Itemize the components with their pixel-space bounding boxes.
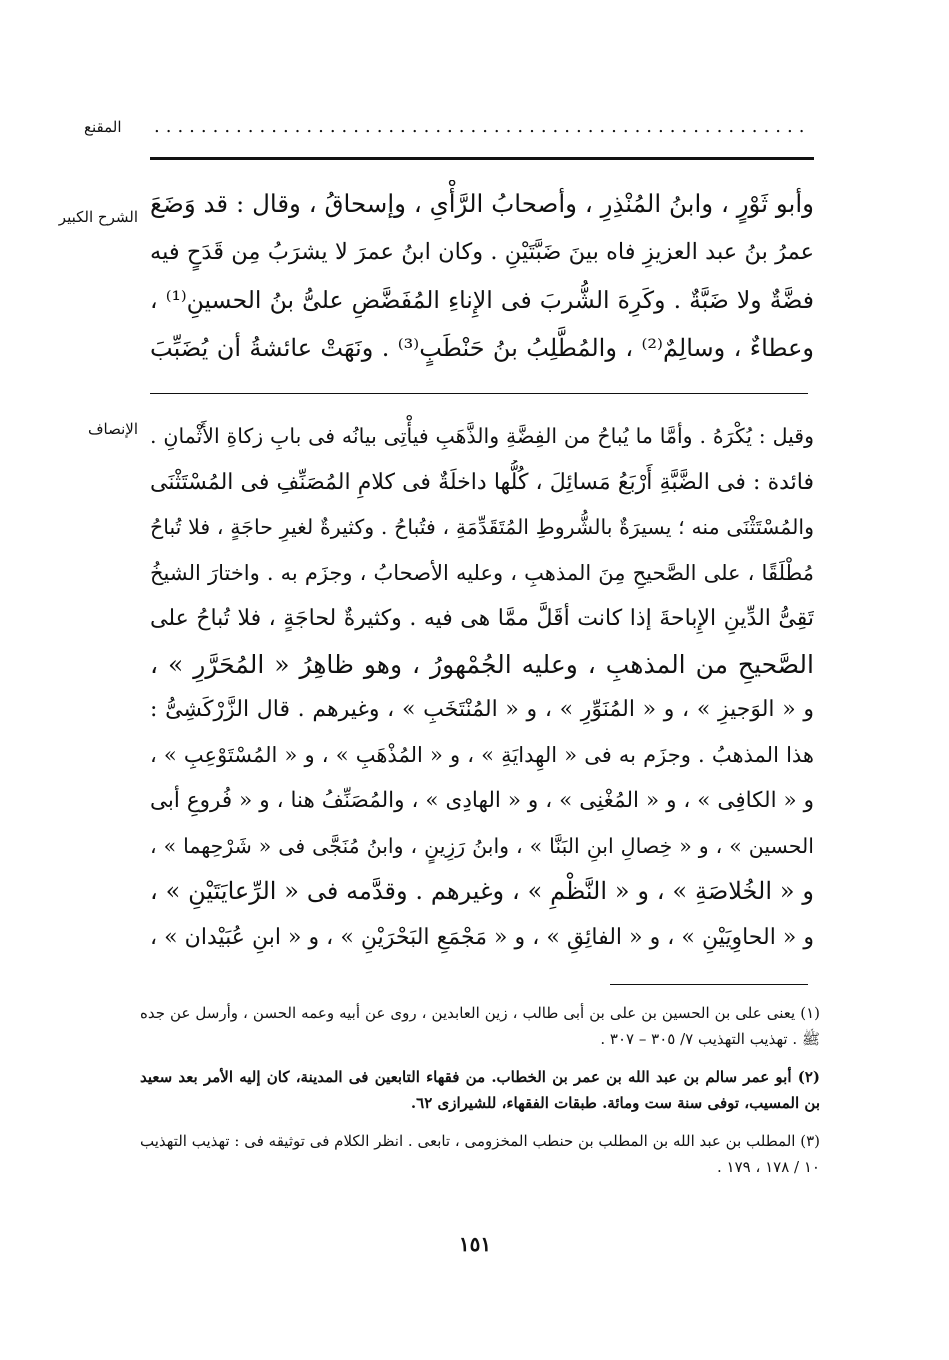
text-line: الحسين » ، و « خِصالِ ابنِ البَنَّا » ، وابنُ رَزِينٍ ، وابنُ مُنَجَّى فى « شَرْحِهما » ،	[150, 833, 814, 858]
text-line: فضَّةٌ ولا ضَبَّةٌ . وكَرِهَ الشُّربَ فى الإِناءِ المُفَضَّضِ علىُّ بنُ الحسينِ⁽¹⁾ ،	[150, 286, 814, 314]
footnote-2: (٢) أبو عمر سالم بن عبد الله بن عمر بن الخطاب. من فقهاء التابعين فى المدينة، كان إليه الأمر بعد سعيد بن المسيب، توفى سنة ست ومائة. طبقات الفقهاء، للشيرازى ٦٢.	[140, 1068, 820, 1112]
text-line: و « الكافِى » ، و « المُغْنِى » ، و « الهادِى » ، والمُصَنِّفُ هنا ، و « فُروعِ أبى	[150, 788, 814, 813]
text-line: وأبو ثَوْرٍ ، وابنُ المُنْذِرِ ، وأصحابُ الرَّأْىِ ، وإسحاقُ ، وقال : قد وَضَعَ	[150, 189, 814, 218]
footnote-3: (٣) المطلب بن عبد الله بن المطلب بن حنطب المخزومى ، تابعى . انظر الكلام فى توثيقه فى : تهذيب التهذيب ١٠ / ١٧٨ ، ١٧٩ .	[140, 1132, 820, 1176]
footnote-rule	[610, 984, 808, 985]
book-title: المقنع	[84, 118, 122, 136]
footnote-1: (١) يعنى على بن الحسين بن على بن أبى طالب ، زين العابدين ، روى عن أبيه وعمه الحسن ، وأرسل عن جده ﷺ . تهذيب التهذيب ٧/ ٣٠٥ – ٣٠٧ .	[140, 1004, 820, 1048]
running-header	[150, 112, 814, 140]
text-line: مُطْلَقًا ، على الصَّحيحِ مِنَ المذهبِ ، وعليه الأصحابُ ، وجزَم به . واختارَ الشيخُ	[150, 560, 814, 585]
margin-label-insaf: الإنصاف	[87, 420, 138, 438]
text-line: هذا المذهبُ . وجزَم به فى « الهِدايَةِ » ، و « المُذْهَبِ » ، و « المُسْتَوْعِبِ » ،	[150, 742, 814, 767]
header-rule	[150, 157, 814, 160]
footnotes	[140, 1000, 820, 1192]
section-divider	[150, 393, 808, 394]
text-line: وعطاءٌ ، وسالِمٌ⁽²⁾ ، والمُطَّلِبُ بنُ حَنْطَبٍ⁽³⁾ . ونَهَتْ عائشةُ أن يُضَبِّبَ	[150, 334, 814, 362]
text-line: عمرُ بنُ عبد العزيزِ فاه بينَ ضَبَّتَيْنِ . وكان ابنُ عمرَ لا يشرَبُ مِن قَدَحٍ فيه	[150, 239, 814, 265]
text-line: و « الوَجيزِ » ، و « المُنَوِّرِ » ، و « المُنْتَخَبِ » ، وغيرهم . قال الزَّرْكَشِىُّ :	[150, 697, 814, 722]
text-line: تَقِىُّ الدِّينِ الإِباحةَ إذا كانت أقَلَّ ممَّا هى فيه . وكثيرةٌ لحاجَةٍ ، فلا تُباحُ على	[150, 606, 814, 631]
text-line: وقيل : يُكْرَهُ . وأمَّا ما يُباحُ من الفِضَّةِ والذَّهَبِ فيأْتِى بيانُه فى بابِ زكاةِ الأَثْمانِ .	[150, 424, 814, 448]
margin-label-commentary: الشرح الكبير	[58, 208, 138, 226]
text-line: و « الخُلاصَةِ » ، و « النَّظْمِ » ، وغيرهم . وقدَّمه فى « الرِّعايَتَيْنِ » ،	[150, 877, 814, 905]
text-line: والمُسْتَثْنَى منه ؛ يسيرَةٌ بالشُّروطِ المُتَقَدِّمَةِ ، فتُباحُ . وكثيرةٌ لغيرِ حاجَةٍ ، فلا تُباحُ	[150, 515, 814, 539]
insaf-text	[150, 414, 814, 960]
text-line: و « الحاوِيَيْنِ » ، و « الفائِقِ » ، و « مَجْمَعِ البَحْرَيْنِ » ، و « ابنِ عُبَيْدان » ،	[150, 924, 814, 950]
commentary-text	[150, 180, 814, 372]
text-line: الصَّحيحِ من المذهبِ ، وعليه الجُمْهورُ ، وهو ظاهِرُ « المُحَرَّرِ » ،	[150, 649, 814, 679]
text-line: فائدة : فى الضَّبَّةِ أَرْبَعُ مَسائِلَ ، كُلُّها داخلَةٌ فى كلامِ المُصَنِّفِ فى المُسْتَثْنَى	[150, 469, 814, 495]
header-dot-leader: ........................................................	[154, 116, 811, 136]
page-number: ١٥١	[458, 1232, 492, 1256]
